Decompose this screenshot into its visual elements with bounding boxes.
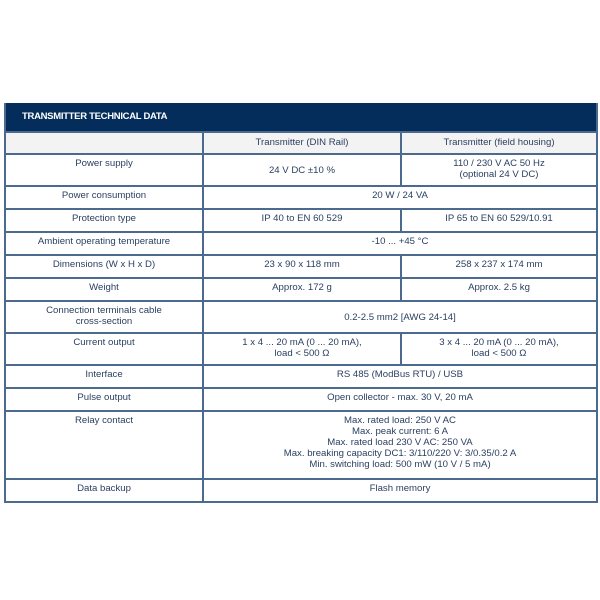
cell-both: 0.2-2.5 mm2 [AWG 24-14]: [203, 301, 596, 333]
cell-line: Max. rated load: 250 V AC: [344, 415, 456, 426]
cell-both: -10 ... +45 °C: [203, 232, 596, 255]
label-line: cross-section: [75, 316, 133, 327]
column-header-field-housing: Transmitter (field housing): [401, 132, 596, 154]
cell-line: 110 / 230 V AC 50 Hz: [453, 158, 545, 169]
row-weight: [6, 278, 596, 301]
label-line: Connection terminals cable: [46, 305, 162, 316]
cell-line: Max. breaking capacity DC1: 3/110/220 V: 3/0.35/0.2 A: [283, 448, 517, 459]
cell-field: [401, 154, 596, 186]
cell-field: [401, 333, 596, 365]
cell-din: [203, 333, 401, 365]
column-header-row: [6, 132, 596, 154]
row-label: Power consumption: [6, 186, 203, 209]
row-relay-contact: [6, 411, 596, 479]
row-label: Relay contact: [6, 411, 203, 479]
table-title: TRANSMITTER TECHNICAL DATA: [6, 103, 596, 131]
row-power-supply: [6, 154, 596, 186]
cell-line: Max. peak current: 6 A: [352, 426, 448, 437]
row-dimensions: [6, 255, 596, 278]
row-pulse-output: [6, 388, 596, 411]
row-power-consumption: [6, 186, 596, 209]
row-label: Power supply: [6, 154, 203, 186]
cell-field: 258 x 237 x 174 mm: [401, 255, 596, 278]
row-label: Ambient operating temperature: [6, 232, 203, 255]
cell-line: 3 x 4 ... 20 mA (0 ... 20 mA),: [439, 337, 559, 348]
row-label: Interface: [6, 365, 203, 388]
cell-din: 23 x 90 x 118 mm: [203, 255, 401, 278]
cell-both: [203, 411, 596, 479]
row-label: Data backup: [6, 479, 203, 501]
cell-line: load < 500 Ω: [471, 348, 527, 359]
row-data-backup: [6, 479, 596, 501]
row-current-output: [6, 333, 596, 365]
row-ambient-temperature: [6, 232, 596, 255]
cell-field: IP 65 to EN 60 529/10.91: [401, 209, 596, 232]
row-label: Weight: [6, 278, 203, 301]
cell-din: Approx. 172 g: [203, 278, 401, 301]
column-header-blank: [6, 132, 203, 154]
row-label: Protection type: [6, 209, 203, 232]
cell-line: Max. rated load 230 V AC: 250 VA: [327, 437, 473, 448]
cell-line: load < 500 Ω: [274, 348, 330, 359]
cell-line: 1 x 4 ... 20 mA (0 ... 20 mA),: [242, 337, 362, 348]
cell-both: Open collector - max. 30 V, 20 mA: [203, 388, 596, 411]
cell-line: Min. switching load: 500 mW (10 V / 5 mA): [309, 459, 491, 470]
cell-both: 20 W / 24 VA: [203, 186, 596, 209]
technical-data-table: [4, 103, 598, 503]
row-connection-terminals: [6, 301, 596, 333]
cell-field: Approx. 2.5 kg: [401, 278, 596, 301]
row-interface: [6, 365, 596, 388]
row-label: [6, 301, 203, 333]
cell-din: IP 40 to EN 60 529: [203, 209, 401, 232]
cell-din: 24 V DC ±10 %: [203, 154, 401, 186]
cell-both: RS 485 (ModBus RTU) / USB: [203, 365, 596, 388]
row-protection-type: [6, 209, 596, 232]
row-label: Pulse output: [6, 388, 203, 411]
spec-grid: [6, 131, 596, 501]
column-header-din-rail: Transmitter (DIN Rail): [203, 132, 401, 154]
row-label: Dimensions (W x H x D): [6, 255, 203, 278]
cell-both: Flash memory: [203, 479, 596, 501]
cell-line: (optional 24 V DC): [459, 169, 539, 180]
row-label: Current output: [6, 333, 203, 365]
